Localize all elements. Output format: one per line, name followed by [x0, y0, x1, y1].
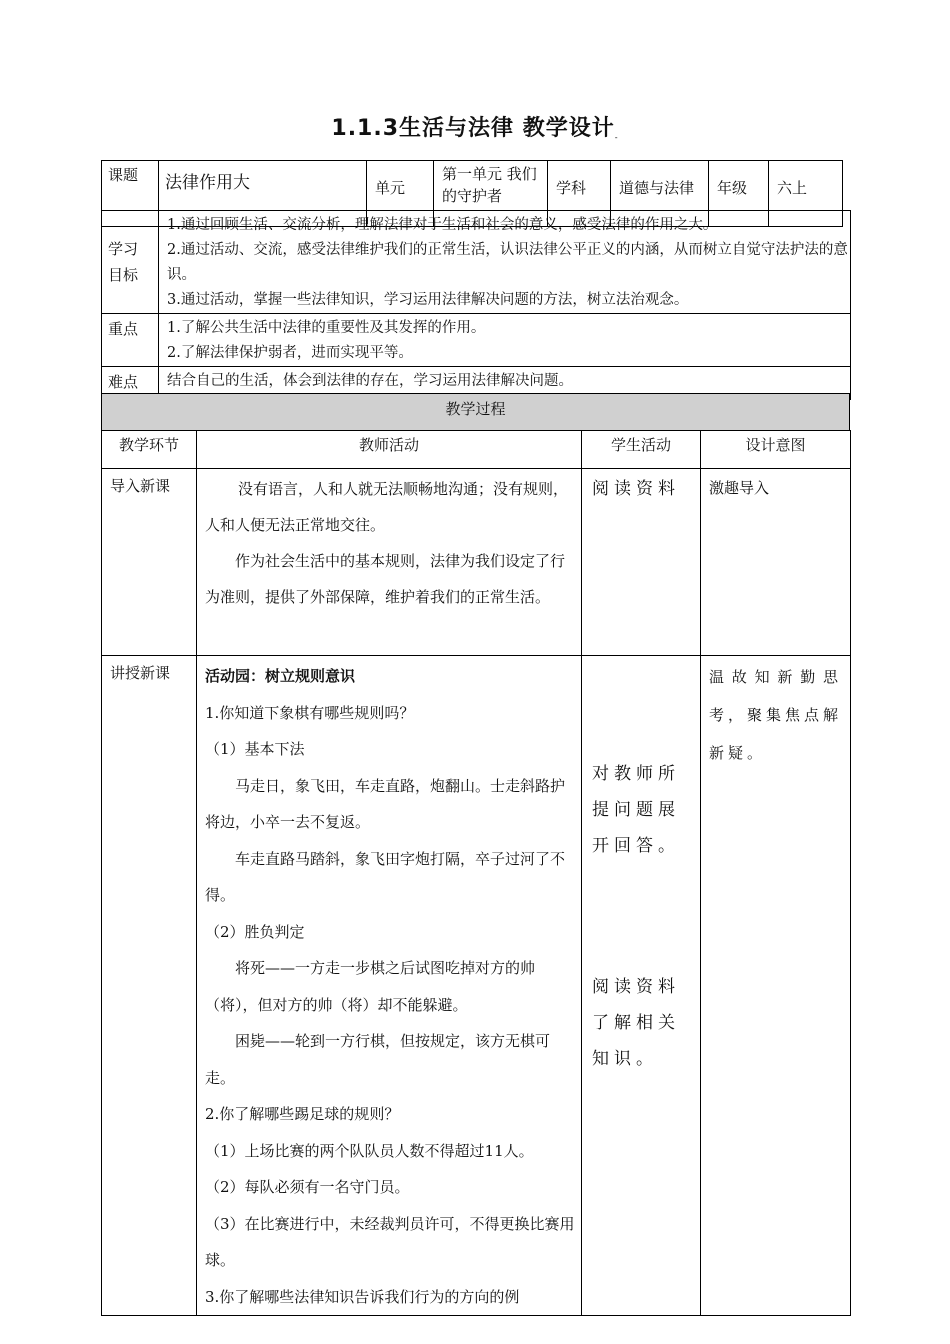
- student-reading: 阅读资料了解相关知识。: [592, 977, 680, 1069]
- key-point-item: 2.了解法律保护弱者，进而实现平等。: [167, 345, 413, 361]
- objective-item: 2.通过活动、交流，感受法律维护我们的正常生活，认识法律公平正义的内涵，从而树立自觉守法护法的意识。: [167, 242, 848, 283]
- unit-label: 单元: [367, 161, 434, 227]
- objective-item: 1.通过回顾生活、交流分析，理解法律对于生活和社会的意义，感受法律的作用之大。: [167, 217, 718, 233]
- column-header: 教师活动: [197, 431, 582, 469]
- lecture-student-activity: [582, 656, 701, 1316]
- intro-design-intent: 激趣导入: [701, 469, 851, 656]
- key-point-item: 1.了解公共生活中法律的重要性及其发挥的作用。: [167, 320, 486, 336]
- process-header: 教学过程: [101, 393, 850, 431]
- objectives-table: [101, 210, 851, 400]
- objectives-label: 学习 目标: [102, 211, 159, 314]
- process-table: [101, 430, 851, 1316]
- key-points-label: 重点: [102, 314, 159, 367]
- topic-label: 课题: [102, 161, 159, 227]
- grade-label: 年级: [709, 161, 769, 227]
- column-header: 设计意图: [701, 431, 851, 469]
- subject-label: 学科: [548, 161, 611, 227]
- key-points-content: [159, 314, 851, 367]
- intro-student-activity: 阅读资料: [582, 469, 701, 656]
- difficulty-label: 难点: [102, 367, 159, 400]
- page-title: 1.1.3生活与法律 教学设计-: [331, 116, 619, 142]
- intro-teacher-activity: 没有语言，人和人就无法顺畅地沟通；没有规则，人和人便无法正常地交往。 作为社会生活中的基本规则，法律为我们设定了行为准则，提供了外部保障，维护着我们的正常生活。: [197, 469, 582, 656]
- objective-item: 3.通过活动，掌握一些法律知识，学习运用法律解决问题的方法，树立法治观念。: [167, 292, 689, 308]
- grade-value: 六上: [769, 161, 843, 227]
- topic-value: 法律作用大: [159, 161, 367, 227]
- column-header: 教学环节: [102, 431, 197, 469]
- intro-section-label: 导入新课: [102, 469, 197, 656]
- lecture-design-intent: 温故知新勤思考，聚集焦点解新疑。: [701, 656, 851, 1316]
- column-header: 学生活动: [582, 431, 701, 469]
- difficulty-content: 结合自己的生活，体会到法律的存在，学习运用法律解决问题。: [159, 367, 851, 400]
- lecture-teacher-activity: 活动园：树立规则意识 1.你知道下象棋有哪些规则吗？ （1）基本下法 马走日，象飞田，车走直路，炮翻山。士走斜路护将边，小卒一去不复返。 车走直路马踏斜，象飞田字炮打隔，卒子过河了不得。 （2）胜负判定 将死——一方走一步棋之后试图吃掉对方的帅（将），但对方的帅（将）却不能躲避。 困毙——轮到一方行棋，但按规定，该方无棋可走。 2.你了解哪些踢足球的规则？ （1）上场比赛的两个队队员人数不得超过11人。 （2）每队必须有一名守门员。 （3）在比赛进行中，未经裁判员许可，不得更换比赛用球。 3.你了解哪些法律知识告诉我们行为的方向的例: [197, 656, 582, 1316]
- unit-value: 第一单元 我们的守护者: [434, 161, 548, 227]
- lecture-section-label: 讲授新课: [102, 656, 197, 1316]
- student-answer: 对教师所提问题展开回答。: [592, 764, 680, 856]
- objectives-content: [159, 211, 851, 314]
- subject-value: 道德与法律: [611, 161, 709, 227]
